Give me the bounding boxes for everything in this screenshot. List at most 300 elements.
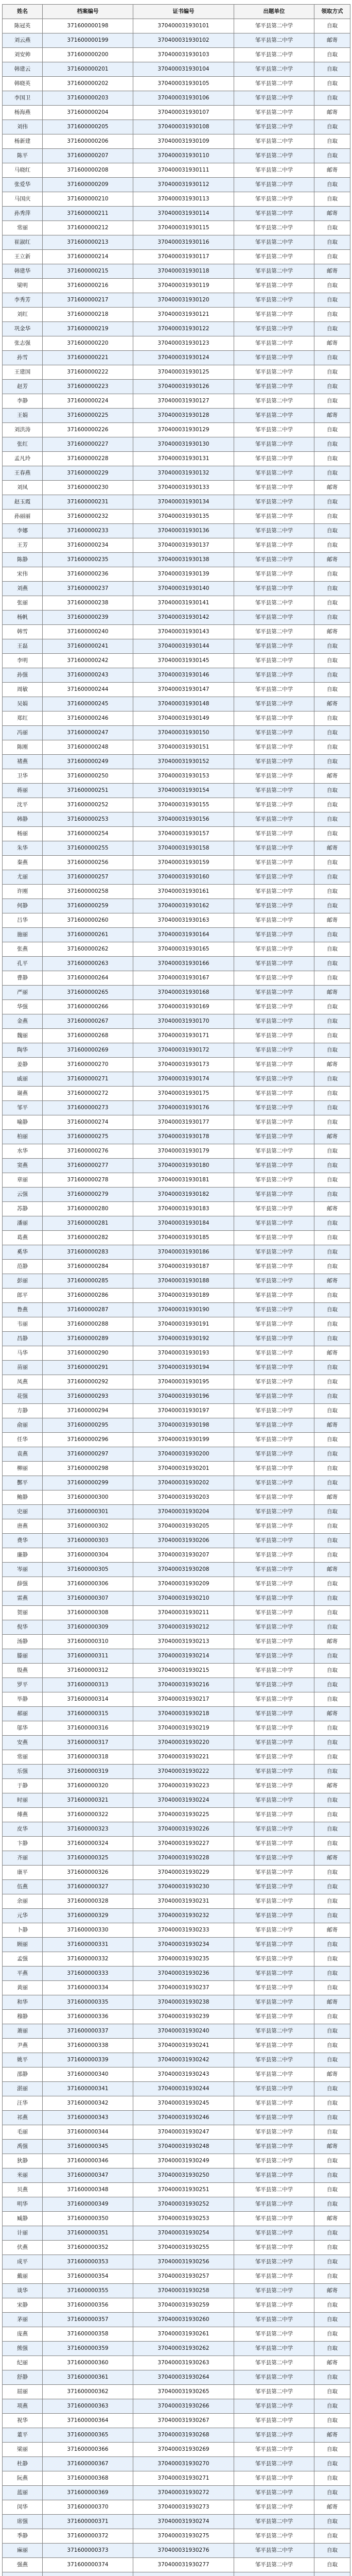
cell-certificate-number: 370400031930203 bbox=[133, 1490, 234, 1505]
cell-issuing-unit: 邹平县第二中学 bbox=[234, 2313, 314, 2327]
cell-collection-method: 自取 bbox=[314, 1303, 350, 1317]
cell-file-number: 371600000285 bbox=[43, 1274, 133, 1289]
cell-certificate-number: 370400031930108 bbox=[133, 120, 234, 134]
table-row bbox=[3, 1418, 350, 1433]
table-row bbox=[3, 1476, 350, 1490]
table-row bbox=[3, 538, 350, 553]
cell-file-number: 371600000289 bbox=[43, 1332, 133, 1346]
cell-certificate-number: 370400031930162 bbox=[133, 899, 234, 913]
cell-name: 苏静 bbox=[3, 1202, 43, 1216]
cell-issuing-unit: 邹平县第二中学 bbox=[234, 2500, 314, 2515]
cell-collection-method: 自取 bbox=[314, 380, 350, 394]
cell-issuing-unit: 邹平县第二中学 bbox=[234, 2471, 314, 2486]
cell-issuing-unit: 邹平县第二中学 bbox=[234, 2284, 314, 2298]
cell-collection-method: 自取 bbox=[314, 134, 350, 149]
cell-certificate-number: 370400031930192 bbox=[133, 1332, 234, 1346]
table-row bbox=[3, 351, 350, 365]
cell-certificate-number: 370400031930191 bbox=[133, 1317, 234, 1332]
table-row bbox=[3, 913, 350, 928]
table-row bbox=[3, 957, 350, 971]
cell-name: 杜静 bbox=[3, 2457, 43, 2471]
table-row bbox=[3, 279, 350, 293]
table-row bbox=[3, 322, 350, 336]
cell-name: 麻丽 bbox=[3, 2544, 43, 2558]
table-row bbox=[3, 1923, 350, 1938]
cell-name: 方静 bbox=[3, 1404, 43, 1418]
cell-file-number: 371600000280 bbox=[43, 1202, 133, 1216]
table-row bbox=[3, 2168, 350, 2183]
cell-file-number: 371600000340 bbox=[43, 2067, 133, 2082]
cell-collection-method bbox=[314, 2572, 350, 2576]
table-row bbox=[3, 870, 350, 885]
table-row bbox=[3, 120, 350, 134]
cell-collection-method: 自取 bbox=[314, 2298, 350, 2313]
cell-file-number: 371600000307 bbox=[43, 1591, 133, 1606]
table-row bbox=[3, 1866, 350, 1880]
table-row bbox=[3, 1231, 350, 1245]
cell-name: 秦燕 bbox=[3, 856, 43, 870]
cell-file-number: 371600000311 bbox=[43, 1649, 133, 1664]
cell-issuing-unit: 邹平县第二中学 bbox=[234, 1332, 314, 1346]
cell-issuing-unit: 邹平县第二中学 bbox=[234, 726, 314, 740]
cell-certificate-number: 370400031930187 bbox=[133, 1260, 234, 1274]
cell-collection-method: 自取 bbox=[314, 524, 350, 538]
cell-collection-method: 自取 bbox=[314, 91, 350, 106]
cell-name: 阮燕 bbox=[3, 2471, 43, 2486]
cell-issuing-unit: 邹平县第二中学 bbox=[234, 264, 314, 279]
cell-name: 皮华 bbox=[3, 1822, 43, 1837]
cell-collection-method: 自取 bbox=[314, 1736, 350, 1750]
cell-name: 俞丽 bbox=[3, 1418, 43, 1433]
cell-certificate-number: 370400031930124 bbox=[133, 351, 234, 365]
cell-collection-method: 邮寄 bbox=[314, 553, 350, 567]
cell-certificate-number: 370400031930226 bbox=[133, 1822, 234, 1837]
cell-name: 严丽 bbox=[3, 986, 43, 1000]
cell-file-number: 371600000210 bbox=[43, 192, 133, 207]
table-row bbox=[3, 784, 350, 798]
table-row bbox=[3, 33, 350, 48]
table-row bbox=[3, 1245, 350, 1260]
table-row bbox=[3, 668, 350, 683]
cell-certificate-number: 370400031930229 bbox=[133, 1866, 234, 1880]
cell-issuing-unit: 邹平县第二中学 bbox=[234, 178, 314, 192]
cell-certificate-number: 370400031930180 bbox=[133, 1159, 234, 1173]
cell-certificate-number: 370400031930125 bbox=[133, 365, 234, 380]
cell-file-number: 371600000347 bbox=[43, 2168, 133, 2183]
table-row bbox=[3, 192, 350, 207]
cell-issuing-unit: 邹平县第二中学 bbox=[234, 1534, 314, 1548]
cell-issuing-unit: 邹平县第二中学 bbox=[234, 1923, 314, 1938]
cell-collection-method: 自取 bbox=[314, 1144, 350, 1159]
cell-certificate-number: 370400031930265 bbox=[133, 2385, 234, 2399]
table-row bbox=[3, 1837, 350, 1851]
cell-certificate-number: 370400031930262 bbox=[133, 2342, 234, 2356]
cell-name: 鲍静 bbox=[3, 1490, 43, 1505]
table-row bbox=[3, 1620, 350, 1635]
table-row bbox=[3, 2529, 350, 2544]
table-row bbox=[3, 1678, 350, 1692]
header-row bbox=[3, 5, 350, 19]
cell-file-number: 371600000330 bbox=[43, 1923, 133, 1938]
cell-collection-method: 自取 bbox=[314, 2168, 350, 2183]
cell-certificate-number: 370400031930195 bbox=[133, 1375, 234, 1389]
cell-issuing-unit: 邹平县第二中学 bbox=[234, 1014, 314, 1029]
table-row bbox=[3, 1519, 350, 1534]
cell-certificate-number: 370400031930110 bbox=[133, 149, 234, 163]
cell-file-number: 371600000254 bbox=[43, 827, 133, 841]
cell-name: 许刚 bbox=[3, 885, 43, 899]
table-row bbox=[3, 1736, 350, 1750]
cell-collection-method: 邮寄 bbox=[314, 409, 350, 423]
table-row bbox=[3, 2558, 350, 2572]
cell-collection-method: 自取 bbox=[314, 2111, 350, 2125]
cell-issuing-unit: 邹平县第二中学 bbox=[234, 495, 314, 510]
cell-issuing-unit: 邹平县第二中学 bbox=[234, 553, 314, 567]
table-body bbox=[3, 19, 350, 2576]
table-row bbox=[3, 986, 350, 1000]
cell-collection-method: 自取 bbox=[314, 2327, 350, 2342]
cell-issuing-unit: 邹平县第二中学 bbox=[234, 2096, 314, 2111]
table-row bbox=[3, 639, 350, 654]
cell-name: 周敏 bbox=[3, 683, 43, 697]
cell-issuing-unit: 邹平县第二中学 bbox=[234, 913, 314, 928]
cell-issuing-unit: 邹平县第二中学 bbox=[234, 437, 314, 452]
table-row bbox=[3, 163, 350, 178]
cell-name: 孙秀萍 bbox=[3, 207, 43, 221]
cell-collection-method: 自取 bbox=[314, 149, 350, 163]
cell-file-number: 371600000351 bbox=[43, 2226, 133, 2241]
cell-file-number: 371600000369 bbox=[43, 2486, 133, 2500]
cell-certificate-number: 370400031930138 bbox=[133, 553, 234, 567]
table-row bbox=[3, 2010, 350, 2024]
cell-certificate-number: 370400031930250 bbox=[133, 2168, 234, 2183]
cell-name: 梁明 bbox=[3, 279, 43, 293]
cell-name: 凤燕 bbox=[3, 1375, 43, 1389]
cell-file-number: 371600000299 bbox=[43, 1476, 133, 1490]
table-row bbox=[3, 1952, 350, 1967]
cell-collection-method: 自取 bbox=[314, 856, 350, 870]
cell-file-number: 371600000298 bbox=[43, 1462, 133, 1476]
cell-file-number: 371600000335 bbox=[43, 1995, 133, 2010]
cell-file-number: 371600000253 bbox=[43, 812, 133, 827]
cell-issuing-unit: 邹平县第二中学 bbox=[234, 1938, 314, 1952]
cell-certificate-number: 370400031930222 bbox=[133, 1765, 234, 1779]
cell-certificate-number: 370400031930254 bbox=[133, 2226, 234, 2241]
cell-certificate-number: 370400031930189 bbox=[133, 1289, 234, 1303]
cell-issuing-unit: 邹平县第二中学 bbox=[234, 1087, 314, 1101]
cell-file-number: 371600000199 bbox=[43, 33, 133, 48]
cell-name: 乐强 bbox=[3, 1765, 43, 1779]
cell-issuing-unit: 邹平县第二中学 bbox=[234, 1822, 314, 1837]
cell-name: 邵静 bbox=[3, 2067, 43, 2082]
cell-collection-method: 自取 bbox=[314, 1375, 350, 1389]
table-row bbox=[3, 1404, 350, 1418]
cell-certificate-number: 370400031930219 bbox=[133, 1721, 234, 1736]
cell-issuing-unit: 邹平县第二中学 bbox=[234, 2039, 314, 2053]
cell-file-number: 371600000239 bbox=[43, 611, 133, 625]
cell-issuing-unit: 邹平县第二中学 bbox=[234, 1130, 314, 1144]
table-row bbox=[3, 481, 350, 495]
cell-certificate-number: 370400031930277 bbox=[133, 2558, 234, 2572]
table-row bbox=[3, 2226, 350, 2241]
cell-name: 贺丽 bbox=[3, 1606, 43, 1620]
cell-issuing-unit: 邹平县第二中学 bbox=[234, 1375, 314, 1389]
table-row bbox=[3, 1274, 350, 1289]
cell-certificate-number: 370400031930132 bbox=[133, 466, 234, 481]
table-row bbox=[3, 1289, 350, 1303]
cell-collection-method: 自取 bbox=[314, 1404, 350, 1418]
cell-name: 孙雪 bbox=[3, 351, 43, 365]
cell-collection-method: 自取 bbox=[314, 1692, 350, 1707]
cell-certificate-number bbox=[133, 2572, 234, 2576]
cell-file-number: 371600000296 bbox=[43, 1433, 133, 1447]
cell-certificate-number: 370400031930163 bbox=[133, 913, 234, 928]
cell-file-number: 371600000266 bbox=[43, 1000, 133, 1014]
cell-certificate-number: 370400031930233 bbox=[133, 1923, 234, 1938]
cell-name: 康平 bbox=[3, 1866, 43, 1880]
cell-issuing-unit: 邹平县第二中学 bbox=[234, 2241, 314, 2255]
cell-file-number: 371600000275 bbox=[43, 1130, 133, 1144]
cell-file-number: 371600000374 bbox=[43, 2558, 133, 2572]
table-row bbox=[3, 1462, 350, 1476]
cell-name: 于静 bbox=[3, 1779, 43, 1793]
header-name: 姓名 bbox=[3, 5, 43, 19]
cell-collection-method: 邮寄 bbox=[314, 2500, 350, 2515]
cell-name: 刘凤 bbox=[3, 481, 43, 495]
table-row bbox=[3, 106, 350, 120]
cell-name: 葛燕 bbox=[3, 1231, 43, 1245]
cell-collection-method: 邮寄 bbox=[314, 1058, 350, 1072]
table-row bbox=[3, 510, 350, 524]
cell-certificate-number: 370400031930166 bbox=[133, 957, 234, 971]
cell-file-number: 371600000293 bbox=[43, 1389, 133, 1404]
cell-collection-method: 自取 bbox=[314, 1967, 350, 1981]
cell-name: 陈平 bbox=[3, 149, 43, 163]
table-row bbox=[3, 2414, 350, 2428]
cell-file-number: 371600000286 bbox=[43, 1289, 133, 1303]
table-row bbox=[3, 62, 350, 77]
cell-name: 孔平 bbox=[3, 957, 43, 971]
cell-certificate-number: 370400031930199 bbox=[133, 1433, 234, 1447]
cell-name: 明华 bbox=[3, 2197, 43, 2212]
cell-collection-method: 自取 bbox=[314, 740, 350, 755]
cell-certificate-number: 370400031930227 bbox=[133, 1837, 234, 1851]
cell-collection-method: 邮寄 bbox=[314, 1635, 350, 1649]
cell-certificate-number: 370400031930214 bbox=[133, 1649, 234, 1664]
cell-issuing-unit: 邹平县第二中学 bbox=[234, 639, 314, 654]
cell-file-number: 371600000295 bbox=[43, 1418, 133, 1433]
table-row bbox=[3, 1332, 350, 1346]
cell-issuing-unit: 邹平县第二中学 bbox=[234, 2212, 314, 2226]
table-row bbox=[3, 1260, 350, 1274]
cell-name: 窦燕 bbox=[3, 1159, 43, 1173]
cell-certificate-number: 370400031930272 bbox=[133, 2486, 234, 2500]
table-row bbox=[3, 2039, 350, 2053]
cell-certificate-number: 370400031930164 bbox=[133, 928, 234, 942]
cell-file-number: 371600000226 bbox=[43, 423, 133, 437]
cell-certificate-number: 370400031930205 bbox=[133, 1519, 234, 1534]
cell-file-number: 371600000354 bbox=[43, 2269, 133, 2284]
cell-name: 云强 bbox=[3, 1188, 43, 1202]
table-row bbox=[3, 1664, 350, 1678]
cell-certificate-number: 370400031930178 bbox=[133, 1130, 234, 1144]
table-row bbox=[3, 1505, 350, 1519]
cell-issuing-unit: 邹平县第二中学 bbox=[234, 452, 314, 466]
cell-collection-method: 自取 bbox=[314, 2515, 350, 2529]
cell-file-number: 371600000227 bbox=[43, 437, 133, 452]
cell-file-number: 371600000346 bbox=[43, 2154, 133, 2168]
cell-name: 计丽 bbox=[3, 2226, 43, 2241]
table-row bbox=[3, 1216, 350, 1231]
cell-certificate-number: 370400031930190 bbox=[133, 1303, 234, 1317]
cell-collection-method: 自取 bbox=[314, 1793, 350, 1808]
cell-issuing-unit: 邹平县第二中学 bbox=[234, 1707, 314, 1721]
cell-file-number bbox=[43, 2572, 133, 2576]
cell-collection-method: 自取 bbox=[314, 942, 350, 957]
cell-issuing-unit: 邹平县第二中学 bbox=[234, 1303, 314, 1317]
cell-file-number: 371600000283 bbox=[43, 1245, 133, 1260]
cell-name: 袁燕 bbox=[3, 1447, 43, 1462]
cell-certificate-number: 370400031930142 bbox=[133, 611, 234, 625]
cell-collection-method: 自取 bbox=[314, 1822, 350, 1837]
cell-collection-method: 自取 bbox=[314, 1000, 350, 1014]
cell-name: 金燕 bbox=[3, 1014, 43, 1029]
cell-file-number: 371600000366 bbox=[43, 2443, 133, 2457]
cell-certificate-number: 370400031930202 bbox=[133, 1476, 234, 1490]
cell-file-number: 371600000282 bbox=[43, 1231, 133, 1245]
cell-issuing-unit: 邹平县第二中学 bbox=[234, 2457, 314, 2471]
table-row bbox=[3, 466, 350, 481]
table-row bbox=[3, 134, 350, 149]
cell-certificate-number: 370400031930253 bbox=[133, 2212, 234, 2226]
cell-file-number: 371600000319 bbox=[43, 1765, 133, 1779]
cell-file-number: 371600000353 bbox=[43, 2255, 133, 2269]
cell-file-number: 371600000301 bbox=[43, 1505, 133, 1519]
cell-issuing-unit: 邹平县第二中学 bbox=[234, 466, 314, 481]
cell-file-number: 371600000318 bbox=[43, 1750, 133, 1765]
cell-certificate-number: 370400031930208 bbox=[133, 1563, 234, 1577]
cell-certificate-number: 370400031930176 bbox=[133, 1101, 234, 1115]
cell-file-number: 371600000292 bbox=[43, 1375, 133, 1389]
cell-collection-method: 邮寄 bbox=[314, 1707, 350, 1721]
cell-certificate-number: 370400031930252 bbox=[133, 2197, 234, 2212]
cell-certificate-number: 370400031930260 bbox=[133, 2313, 234, 2327]
cell-name: 张爱华 bbox=[3, 178, 43, 192]
cell-file-number: 371600000240 bbox=[43, 625, 133, 639]
cell-certificate-number: 370400031930161 bbox=[133, 885, 234, 899]
cell-issuing-unit: 邹平县第二中学 bbox=[234, 1072, 314, 1087]
cell-name: 鲁燕 bbox=[3, 1303, 43, 1317]
cell-file-number: 371600000260 bbox=[43, 913, 133, 928]
cell-collection-method: 自取 bbox=[314, 870, 350, 885]
cell-name: 殷燕 bbox=[3, 1664, 43, 1678]
cell-certificate-number: 370400031930155 bbox=[133, 798, 234, 812]
cell-issuing-unit: 邹平县第二中学 bbox=[234, 1577, 314, 1591]
cell-name: 喻静 bbox=[3, 1115, 43, 1130]
cell-collection-method: 自取 bbox=[314, 2544, 350, 2558]
cell-file-number: 371600000367 bbox=[43, 2457, 133, 2471]
cell-name: 闵华 bbox=[3, 2500, 43, 2515]
cell-collection-method: 自取 bbox=[314, 2024, 350, 2039]
cell-issuing-unit: 邹平县第二中学 bbox=[234, 2515, 314, 2529]
cell-file-number: 371600000279 bbox=[43, 1188, 133, 1202]
cell-collection-method: 自取 bbox=[314, 784, 350, 798]
cell-name: 马华 bbox=[3, 1346, 43, 1361]
cell-issuing-unit: 邹平县第二中学 bbox=[234, 1894, 314, 1909]
cell-certificate-number: 370400031930197 bbox=[133, 1404, 234, 1418]
cell-certificate-number: 370400031930182 bbox=[133, 1188, 234, 1202]
cell-certificate-number: 370400031930243 bbox=[133, 2067, 234, 2082]
cell-collection-method: 邮寄 bbox=[314, 986, 350, 1000]
cell-issuing-unit: 邹平县第二中学 bbox=[234, 1995, 314, 2010]
cell-name: 彭丽 bbox=[3, 1274, 43, 1289]
cell-collection-method: 自取 bbox=[314, 178, 350, 192]
cell-issuing-unit: 邹平县第二中学 bbox=[234, 2255, 314, 2269]
cell-file-number: 371600000291 bbox=[43, 1361, 133, 1375]
cell-name: 顾丽 bbox=[3, 1938, 43, 1952]
cell-collection-method: 邮寄 bbox=[314, 625, 350, 639]
table-row bbox=[3, 1909, 350, 1923]
cell-collection-method: 自取 bbox=[314, 1072, 350, 1087]
cell-name: 谈华 bbox=[3, 2284, 43, 2298]
cell-name: 刘燕 bbox=[3, 582, 43, 596]
cell-name: 潘丽 bbox=[3, 1216, 43, 1231]
cell-name: 邬华 bbox=[3, 1721, 43, 1736]
cell-name: 刘云燕 bbox=[3, 33, 43, 48]
table-row bbox=[3, 1087, 350, 1101]
cell-collection-method: 自取 bbox=[314, 2486, 350, 2500]
table-row bbox=[3, 683, 350, 697]
cell-file-number: 371600000303 bbox=[43, 1534, 133, 1548]
table-row bbox=[3, 2082, 350, 2096]
table-row bbox=[3, 1375, 350, 1389]
cell-issuing-unit: 邹平县第二中学 bbox=[234, 380, 314, 394]
cell-issuing-unit: 邹平县第二中学 bbox=[234, 986, 314, 1000]
cell-issuing-unit: 邹平县第二中学 bbox=[234, 711, 314, 726]
table-row bbox=[3, 77, 350, 91]
cell-collection-method: 自取 bbox=[314, 1447, 350, 1462]
cell-collection-method: 自取 bbox=[314, 1317, 350, 1332]
cell-issuing-unit: 邹平县第二中学 bbox=[234, 2443, 314, 2457]
cell-file-number: 371600000355 bbox=[43, 2284, 133, 2298]
cell-name: 王春燕 bbox=[3, 466, 43, 481]
table-row bbox=[3, 2053, 350, 2067]
cell-file-number: 371600000342 bbox=[43, 2096, 133, 2111]
table-row bbox=[3, 1447, 350, 1462]
cell-name: 蓝丽 bbox=[3, 2486, 43, 2500]
cell-issuing-unit: 邹平县第二中学 bbox=[234, 2024, 314, 2039]
cell-collection-method: 自取 bbox=[314, 19, 350, 33]
cell-collection-method: 自取 bbox=[314, 2039, 350, 2053]
cell-name: 傅燕 bbox=[3, 1808, 43, 1822]
table-row bbox=[3, 2544, 350, 2558]
cell-file-number: 371600000284 bbox=[43, 1260, 133, 1274]
table-row bbox=[3, 899, 350, 913]
cell-certificate-number: 370400031930143 bbox=[133, 625, 234, 639]
cell-certificate-number: 370400031930101 bbox=[133, 19, 234, 33]
cell-collection-method: 自取 bbox=[314, 62, 350, 77]
cell-name: 韩建云 bbox=[3, 62, 43, 77]
cell-name: 章丽 bbox=[3, 1173, 43, 1188]
cell-file-number: 371600000224 bbox=[43, 394, 133, 409]
table-row bbox=[3, 19, 350, 33]
cell-issuing-unit: 邹平县第二中学 bbox=[234, 654, 314, 668]
cell-name: 任华 bbox=[3, 1433, 43, 1447]
cell-file-number: 371600000252 bbox=[43, 798, 133, 812]
cell-certificate-number: 370400031930241 bbox=[133, 2039, 234, 2053]
cell-name: 范静 bbox=[3, 1260, 43, 1274]
table-row bbox=[3, 1793, 350, 1808]
